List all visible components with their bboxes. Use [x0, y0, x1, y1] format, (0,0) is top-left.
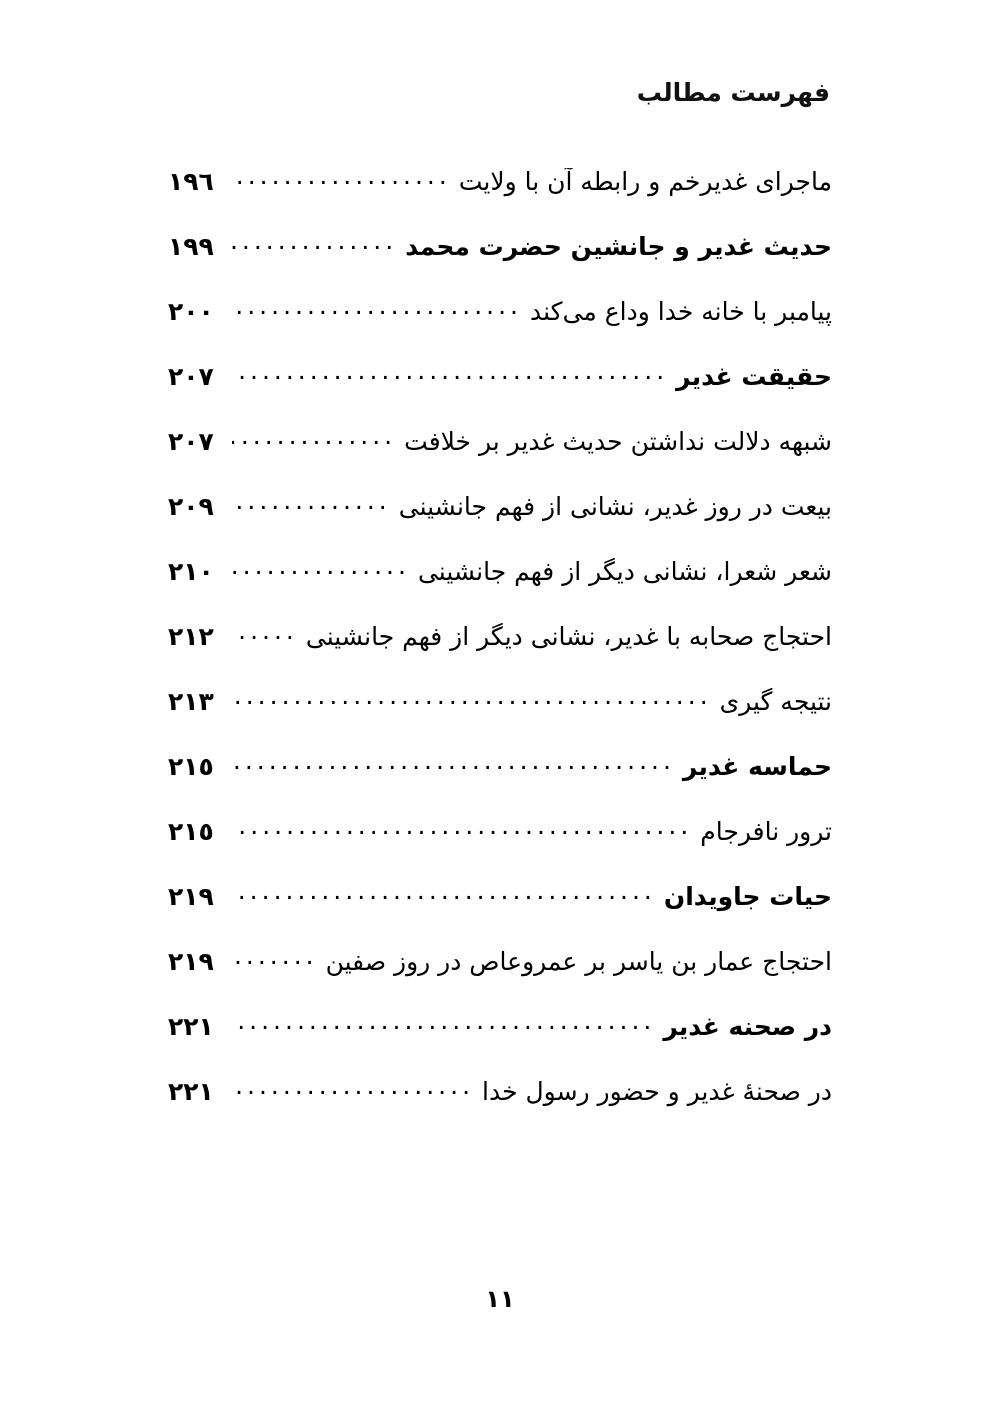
toc-leader-dots — [232, 369, 668, 385]
toc-entry-title: نتیجه گیری — [719, 688, 832, 716]
toc-entry-title: حماسه غدیر — [682, 753, 832, 781]
toc-leader-dots — [232, 694, 712, 710]
toc-leader-dots — [232, 889, 656, 905]
toc-leader-dots — [232, 304, 522, 320]
toc-entry-page-number: ٢٠٧ — [168, 428, 214, 456]
toc-leader-dots — [232, 564, 410, 580]
toc-entry[interactable] — [168, 883, 832, 948]
toc-entry-title: در صحنهٔ غدیر و حضور رسول خدا — [482, 1078, 832, 1106]
toc-entry-title: احتجاج صحابه با غدیر، نشانی دیگر از فهم جانشینی — [305, 623, 832, 651]
toc-entry-page-number: ٢٢١ — [168, 1013, 214, 1041]
toc-leader-dots — [232, 499, 391, 515]
toc-entry[interactable] — [168, 623, 832, 688]
toc-entry-page-number: ١٩٦ — [168, 168, 214, 196]
toc-entry-page-number: ٢١٣ — [168, 688, 214, 716]
toc-entry[interactable] — [168, 1078, 832, 1143]
toc-entry[interactable] — [168, 493, 832, 558]
toc-entry-title: حیات جاویدان — [663, 883, 832, 911]
toc-entry-title: بیعت در روز غدیر، نشانی از فهم جانشینی — [398, 493, 832, 521]
toc-entry-page-number: ٢١٩ — [168, 948, 214, 976]
running-header: فهرست مطالب — [636, 78, 830, 107]
toc-entry[interactable] — [168, 298, 832, 363]
toc-entry[interactable] — [168, 753, 832, 818]
toc-leader-dots — [232, 759, 675, 775]
toc-leader-dots — [232, 434, 396, 450]
toc-entry-title: حدیث غدیر و جانشین حضرت محمد — [405, 233, 832, 261]
toc-entry-title: حقیقت غدیر — [676, 363, 832, 391]
toc-entry[interactable] — [168, 233, 832, 298]
toc-entry-title: احتجاج عمار بن یاسر بر عمروعاص در روز صفین — [325, 948, 832, 976]
toc-entry-title: شعر شعرا، نشانی دیگر از فهم جانشینی — [417, 558, 832, 586]
toc-entry-page-number: ١٩٩ — [168, 233, 214, 261]
toc-entry-page-number: ٢١٢ — [168, 623, 214, 651]
toc-entry-page-number: ٢١٠ — [168, 558, 214, 586]
toc-entry-page-number: ٢٠٠ — [168, 298, 214, 326]
toc-entry-title: پیامبر با خانه خدا وداع می‌کند — [530, 298, 832, 326]
toc-entry[interactable] — [168, 168, 832, 233]
toc-entry-title: در صحنه غدیر — [663, 1013, 832, 1041]
toc-entry-page-number: ٢٠٧ — [168, 363, 214, 391]
toc-entry-title: ترور نافرجام — [700, 818, 832, 846]
table-of-contents — [168, 168, 832, 1143]
toc-entry[interactable] — [168, 558, 832, 623]
toc-entry[interactable] — [168, 818, 832, 883]
toc-leader-dots — [232, 174, 451, 190]
toc-entry[interactable] — [168, 428, 832, 493]
toc-entry[interactable] — [168, 948, 832, 1013]
toc-leader-dots — [232, 1084, 474, 1100]
toc-entry[interactable] — [168, 363, 832, 428]
toc-leader-dots — [232, 1019, 655, 1035]
toc-entry-page-number: ٢١٩ — [168, 883, 214, 911]
toc-entry-title: شبهه دلالت نداشتن حدیث غدیر بر خلافت — [404, 428, 832, 456]
toc-leader-dots — [232, 629, 298, 645]
toc-entry-page-number: ٢٢١ — [168, 1078, 214, 1106]
toc-entry-page-number: ٢١٥ — [168, 818, 214, 846]
toc-entry-page-number: ٢١٥ — [168, 753, 214, 781]
toc-entry-page-number: ٢٠٩ — [168, 493, 214, 521]
toc-entry-title: ماجرای غدیرخم و رابطه آن با ولایت — [458, 168, 832, 196]
page-number-folio: ١١ — [485, 1285, 515, 1313]
toc-entry[interactable] — [168, 1013, 832, 1078]
toc-leader-dots — [232, 239, 397, 255]
toc-leader-dots — [232, 824, 692, 840]
toc-leader-dots — [232, 954, 318, 970]
toc-entry[interactable] — [168, 688, 832, 753]
